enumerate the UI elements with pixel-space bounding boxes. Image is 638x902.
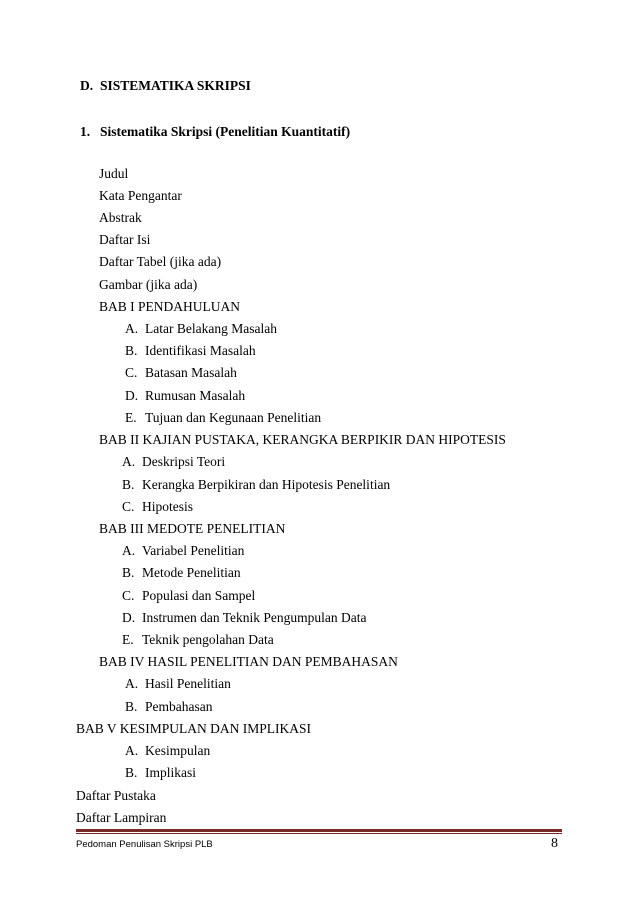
subsection-number: 1. [80,124,91,139]
chapter-subitem: D. Rumusan Masalah [125,388,246,403]
front-item: Daftar Tabel (jika ada) [99,254,222,269]
subsection-heading-1 [80,124,350,140]
chapter-subitem: B. Metode Penelitian [122,565,241,580]
back-item: Daftar Lampiran [76,810,167,825]
footer-title: Pedoman Penulisan Skripsi PLB [76,839,213,850]
chapter-subitem: B. Pembahasan [125,699,213,714]
chapter-subitem: C. Hipotesis [122,499,194,514]
front-item: Gambar (jika ada) [99,277,198,292]
chapter-subitem: C. Populasi dan Sampel [122,588,256,603]
page-number: 8 [551,836,558,851]
chapter-title: BAB IV HASIL PENELITIAN DAN PEMBAHASAN [99,654,398,669]
chapter-subitem: B. Implikasi [125,765,196,780]
footer-rule-thin [76,833,562,834]
chapter-subitem: E. Teknik pengolahan Data [122,632,274,647]
front-item: Daftar Isi [99,232,151,247]
front-item: Abstrak [99,210,142,225]
chapter-title: BAB II KAJIAN PUSTAKA, KERANGKA BERPIKIR DAN HIPOTESIS [99,432,506,447]
chapter-subitem: A. Latar Belakang Masalah [125,321,277,336]
chapter-title: BAB I PENDAHULUAN [99,299,240,314]
section-heading-d [80,78,251,94]
chapter-subitem: A. Deskripsi Teori [122,454,226,469]
footer-rule [76,829,562,832]
chapter-subitem: A. Variabel Penelitian [122,543,245,558]
chapter-subitem: C. Batasan Masalah [125,365,237,380]
front-item: Judul [99,166,129,181]
section-number: D. [80,78,94,93]
chapter-subitem: E. Tujuan dan Kegunaan Penelitian [125,410,322,425]
chapter-subitem: A. Hasil Penelitian [125,676,231,691]
chapter-subitem: B. Kerangka Berpikiran dan Hipotesis Penelitian [122,477,391,492]
front-item: Kata Pengantar [99,188,182,203]
back-item: Daftar Pustaka [76,788,156,803]
chapter-title: BAB V KESIMPULAN DAN IMPLIKASI [76,721,312,736]
chapter-subitem: D. Instrumen dan Teknik Pengumpulan Data [122,610,367,625]
section-title: SISTEMATIKA SKRIPSI [100,78,251,93]
chapter-title: BAB III MEDOTE PENELITIAN [99,521,286,536]
chapter-subitem: A. Kesimpulan [125,743,211,758]
chapter-subitem: B. Identifikasi Masalah [125,343,256,358]
subsection-title: Sistematika Skripsi (Penelitian Kuantitatif) [100,124,351,139]
